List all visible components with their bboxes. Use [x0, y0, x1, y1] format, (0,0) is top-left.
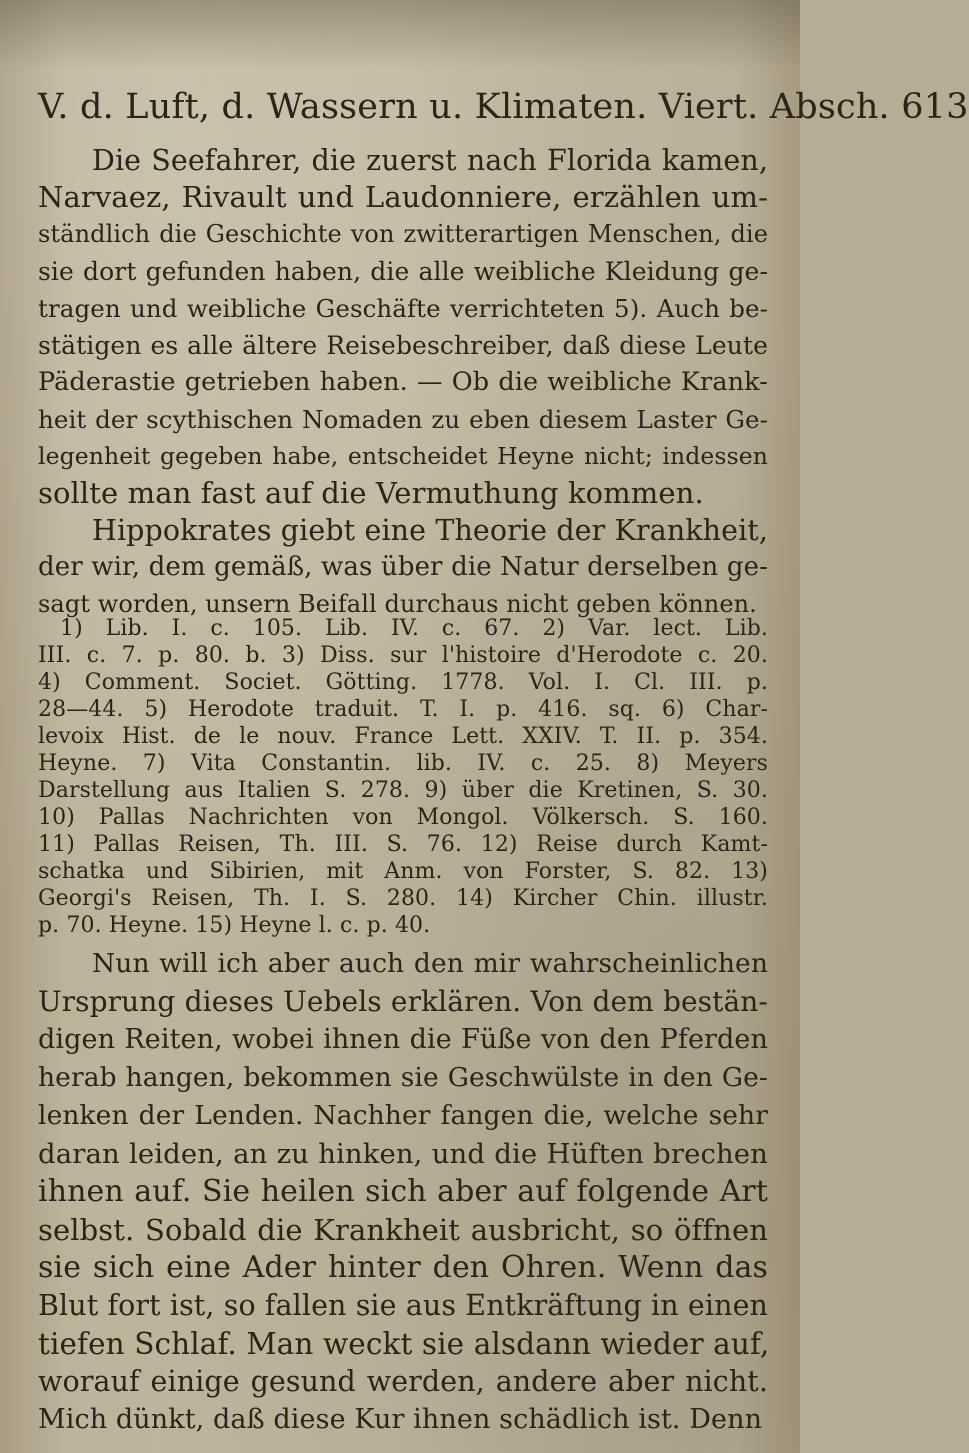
footnote-line: p. 70. Heyne. 15) Heyne l. c. p. 40. [38, 913, 431, 938]
text-line: Die Seefahrer, die zuerst nach Florida kamen, [92, 144, 768, 177]
text-line: ihnen auf. Sie heilen sich aber auf folgende Art [38, 1174, 768, 1209]
text-line: sollte man fast auf die Vermuthung kommen. [38, 476, 704, 510]
text-line: stätigen es alle ältere Reisebeschreiber, daß diese Leute [38, 331, 768, 360]
text-line: sie sich eine Ader hinter den Ohren. Wenn das [38, 1250, 768, 1285]
text-line: Mich dünkt, daß diese Kur ihnen schädlich ist. Denn [38, 1404, 763, 1435]
paragraph-hippokrates [38, 512, 768, 623]
footnote-line: 1) Lib. I. c. 105. Lib. IV. c. 67. 2) Var. lect. Lib. [60, 616, 768, 641]
footnote-line: levoix Hist. de le nouv. France Lett. XXIV. T. II. p. 354. [38, 724, 768, 749]
footnote-line: 4) Comment. Societ. Götting. 1778. Vol. I. Cl. III. p. [38, 670, 768, 695]
footnote-line: 28—44. 5) Herodote traduit. T. I. p. 416. sq. 6) Char- [38, 697, 768, 722]
paragraph-florida [38, 142, 768, 512]
text-line: ständlich die Geschichte von zwitterartigen Menschen, die [38, 220, 768, 248]
text-line: Narvaez, Rivault und Laudonniere, erzählen um- [38, 180, 768, 214]
text-line: sagt worden, unsern Beifall durchaus nicht geben können. [38, 590, 757, 618]
footnote-line: 11) Pallas Reisen, Th. III. S. 76. 12) Reise durch Kamt- [38, 832, 768, 857]
footnote-line: Heyne. 7) Vita Constantin. lib. IV. c. 25. 8) Meyers [38, 751, 768, 776]
text-line: sie dort gefunden haben, die alle weibliche Kleidung ge- [38, 257, 768, 286]
paragraph-ursprung [38, 945, 768, 1439]
footnote-line: Georgi's Reisen, Th. I. S. 280. 14) Kircher Chin. illustr. [38, 886, 768, 911]
text-line: der wir, dem gemäß, was über die Natur derselben ge- [38, 552, 768, 582]
text-line: Päderastie getrieben haben. — Ob die weibliche Krank- [38, 367, 768, 397]
text-line: Hippokrates giebt eine Theorie der Krankheit, [92, 514, 768, 547]
text-line: lenken der Lenden. Nachher fangen die, welche sehr [38, 1100, 768, 1131]
footnotes [38, 615, 768, 939]
text-line: legenheit gegeben habe, entscheidet Heyne nicht; indessen [38, 442, 768, 470]
running-head: V. d. Luft, d. Wassern u. Klimaten. Viert. Absch. 613 [38, 87, 969, 127]
page-shadow [0, 0, 800, 70]
text-line: Blut fort ist, so fallen sie aus Entkräftung in einen [38, 1289, 768, 1322]
footnote-line: Darstellung aus Italien S. 278. 9) über die Kretinen, S. 30. [38, 778, 768, 803]
text-line: Nun will ich aber auch den mir wahrscheinlichen [92, 948, 768, 979]
text-line: Ursprung dieses Uebels erklären. Von dem bestän- [38, 985, 768, 1018]
footnote-line: 10) Pallas Nachrichten von Mongol. Völkersch. S. 160. [38, 805, 768, 830]
text-line: tragen und weibliche Geschäfte verrichteten 5). Auch be- [38, 294, 768, 323]
footnote-line: III. c. 7. p. 80. b. 3) Diss. sur l'histoire d'Herodote c. 20. [38, 643, 768, 668]
text-line: herab hangen, bekommen sie Geschwülste in den Ge- [38, 1062, 768, 1093]
text-line: digen Reiten, wobei ihnen die Füße von den Pferden [38, 1024, 768, 1055]
text-line: worauf einige gesund werden, andere aber nicht. [38, 1365, 768, 1398]
text-line: tiefen Schlaf. Man weckt sie alsdann wieder auf, [38, 1327, 770, 1361]
text-line: heit der scythischen Nomaden zu eben diesem Laster Ge- [38, 405, 768, 434]
text-line: daran leiden, an zu hinken, und die Hüften brechen [38, 1138, 768, 1170]
text-line: selbst. Sobald die Krankheit ausbricht, so öffnen [38, 1213, 768, 1247]
footnote-line: schatka und Sibirien, mit Anm. von Forster, S. 82. 13) [38, 859, 768, 884]
